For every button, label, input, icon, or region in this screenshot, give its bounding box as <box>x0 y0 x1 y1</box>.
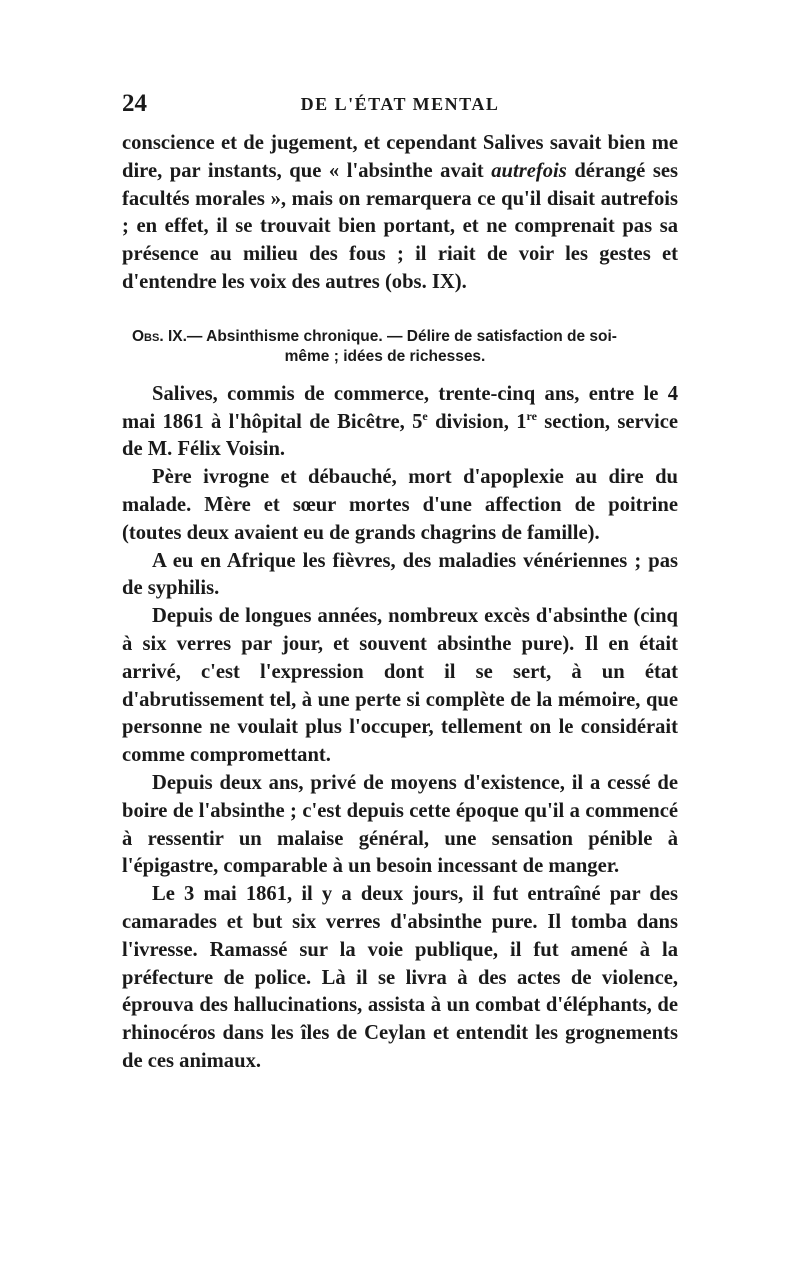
paragraph-illnesses: A eu en Afrique les fièvres, des maladies vénériennes ; pas de syphilis. <box>122 549 678 600</box>
admission-text-1: Salives, commis de commerce, trente-cinq ans, entre le 4 mai 1861 à l'hôpital de Bicêtre, 5 <box>122 382 678 433</box>
paragraph-malaise: Depuis deux ans, privé de moyens d'existence, il a cessé de boire de l'absinthe ; c'est depuis cette époque qu'il a commencé à ressentir un malaise général, une sensation pénible à l'épigastre, comparable à un besoin incessant de manger. <box>122 771 678 878</box>
paragraph-family: Père ivrogne et débauché, mort d'apoplexie au dire du malade. Mère et sœur mortes d'une affection de poitrine (toutes deux avaient eu de grands chagrins de famille). <box>122 466 678 544</box>
admission-text-2: division, 1 <box>427 410 527 433</box>
admission-sup-1: e <box>422 408 428 423</box>
intro-text-1: conscience et de jugement, et cependant Salives savait bien me dire, par instants, que « l'absinthe avait <box>122 132 678 182</box>
paragraph-admission <box>122 381 678 464</box>
intro-text-2: dérangé ses facultés morales », mais on remarquera ce qu'il disait autrefois ; en effet, il se trouvait bien portant, et ne comprenait pas sa présence au milieu des fous ; il riait de voir les gestes et d'entendre les voix des autres (obs. IX). <box>122 159 679 293</box>
intro-italic: autrefois <box>491 159 567 182</box>
page-number: 24 <box>122 90 147 117</box>
paragraph-excesses: Depuis de longues années, nombreux excès d'absinthe (cinq à six verres par jour, et souvent absinthe pure). Il en était arrivé, c'est l'expression dont il se sert, à un état d'abrutissement tel, à une perte si complète de la mémoire, que personne ne voulait plus l'occuper, tellement on le considérait comme compromettant. <box>122 605 678 767</box>
admission-sup-2: re <box>526 408 537 423</box>
running-head: DE L'ÉTAT MENTAL <box>300 94 500 114</box>
page-header <box>122 90 678 120</box>
observation-label: Obs. IX. <box>132 327 187 345</box>
intro-paragraph <box>122 130 678 297</box>
paragraph-episode: Le 3 mai 1861, il y a deux jours, il fut entraîné par des camarades et but six verres d'absinthe pure. Il tomba dans l'ivresse. Ramassé sur la voie publique, il fut amené à la préfecture de police. Là il se livra à des actes de violence, éprouva des hallucinations, assista à un combat d'éléphants, de rhinocéros dans les îles de Ceylan et entendit les grognements de ces animaux. <box>122 883 678 1072</box>
admission-text-3: section, service de M. Félix Voisin. <box>122 410 678 461</box>
observation-title-line1: — Absinthisme chronique. — Délire de satisfaction de soi- <box>186 327 617 345</box>
observation-heading <box>122 327 678 367</box>
observation-title-line2: même ; idées de richesses. <box>284 347 486 365</box>
body-text <box>122 130 678 1076</box>
